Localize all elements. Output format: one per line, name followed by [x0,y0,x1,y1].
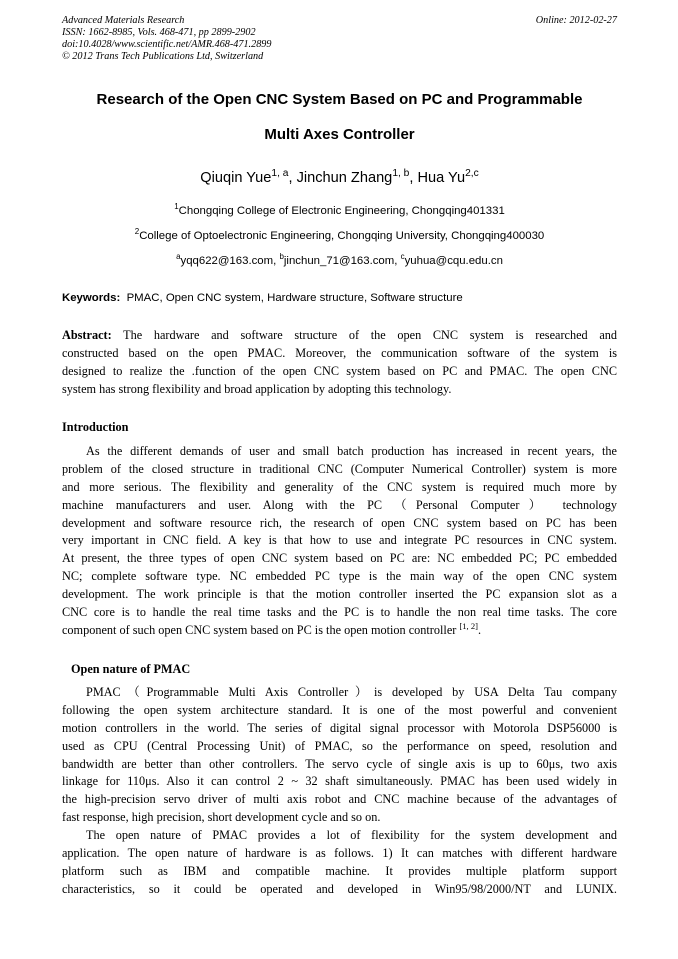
author-sup: 2,c [465,168,479,180]
affiliation-text: Chongqing College of Electronic Engineering, Chongqing401331 [178,205,505,217]
author-name: Jinchun Zhang [296,170,393,186]
affiliation-1 [62,204,617,218]
email-sup: c [400,252,405,262]
paragraph-line: PMAC（Programmable Multi Axis Controller）is developed by USA Delta Tau company [86,685,617,699]
email-sup: a [176,252,181,262]
pmac-paragraph-1 [62,684,617,827]
paragraph-line: following the open system architecture standard. It is one of the most powerful and convenient [62,702,617,717]
paper-title-line-2: Multi Axes Controller [264,126,415,143]
author-name: Hua Yu [417,170,466,186]
paragraph-line: the high-precision servo driver of multi axis robot and CNC machine because of the advantages of [62,792,617,807]
paragraph-line: The open nature of PMAC provides a lot of flexibility for the system development and [86,828,617,842]
affiliation-2 [62,229,617,243]
author-sup: 1, b [392,168,410,180]
author-list [62,169,617,187]
paragraph-line: linkage for 110μs. Also it can control 2 ~ 32 shaft simultaneously. PMAC has been used widely in [62,774,617,789]
journal-copyright: © 2012 Trans Tech Publications Ltd, Switzerland [62,51,264,62]
paragraph-line: problem of the closed structure in traditional CNC (Computer Numerical Controller) system is more [62,461,617,476]
paragraph-line: fast response, high precision, short development cycle and so on. [62,810,381,825]
paragraph-line [62,622,617,640]
section-heading-introduction: Introduction [62,420,129,434]
affiliation-sup: 1 [174,202,179,212]
paragraph-line: characteristics, so it could be operated and developed in Win95/98/2000/NT and LUNIX. [62,881,617,896]
paper-title-line-1: Research of the Open CNC System Based on PC and Programmable [96,91,583,108]
online-date: Online: 2012-02-27 [535,15,617,26]
section-heading-open-nature-of-pmac: Open nature of PMAC [71,662,191,676]
author-separator: , [409,170,418,186]
abstract-line: constructed based on the open PMAC. Moreover, the communication software of the system is [62,345,617,360]
paragraph-line: development. The work principle is that the motion controller inserted the PC expansion slot as a [62,587,617,602]
email-list [62,254,617,268]
keywords-label: Keywords: [62,292,121,304]
author-sup: 1, a [271,168,289,180]
paragraph-line: used as CPU (Central Processing Unit) of PMAC, so the performance on speed, resolution and [62,738,617,753]
email-text: yqq622@163.com [180,255,274,267]
paragraph-line-text: component of such open CNC system based on PC is the open motion controller [62,622,457,637]
abstract-label: Abstract: [62,328,112,342]
journal-issn: ISSN: 1662-8985, Vols. 468-471, pp 2899-2902 [62,27,256,38]
paragraph-line: development and software resource rich, the research of open CNC system based on PC has been [62,515,617,530]
paragraph-line: and more serious. The flexibility and generality of the CNC system is required much more by [62,479,617,494]
paragraph-line: CNC core is to handle the real time tasks and the PC is to handle the non real time tasks. The core [62,605,617,620]
journal-header [62,15,617,63]
sentence-end: . [477,622,482,637]
email-text: jinchun_71@163.com [283,255,395,267]
abstract-line [62,327,617,345]
affiliation-sup: 2 [134,227,140,237]
email-sup: b [279,252,284,262]
introduction-paragraph [62,443,617,640]
affiliation-text: College of Optoelectronic Engineering, Chongqing University, Chongqing400030 [139,230,545,242]
paragraph-line: At present, the three types of open CNC system based on PC are: NC embedded PC; PC embedded [62,551,617,566]
author-name: Qiuqin Yue [200,170,272,186]
journal-doi: doi:10.4028/www.scientific.net/AMR.468-471.2899 [62,39,272,50]
paragraph-line: motion controllers in the world. The series of digital signal processor with Motorola DSP56000 is [62,720,617,735]
paragraph-line: very important in CNC field. A key is that how to use and integrate PC resources in CNC system. [62,533,617,548]
paragraph-line: NC; complete software type. NC embedded PC type is the main way of the open CNC system [62,569,617,584]
email-text: yuhua@cqu.edu.cn [404,255,503,267]
author-separator: , [288,170,297,186]
paragraph-line: application. The open nature of hardware is as follows. 1) It can matches with different hardware [62,845,617,860]
keywords [62,291,617,305]
abstract-line: system has strong flexibility and broad application by adopting this technology. [62,381,452,396]
abstract-line-text: The hardware and software structure of the open CNC system is researched and [123,328,617,342]
abstract-line: designed to realize the .function of the open CNC system based on PC and PMAC. The open CNC [62,363,617,378]
journal-name: Advanced Materials Research [62,15,185,26]
abstract [62,327,617,399]
citation: [1, 2] [459,621,478,631]
pmac-paragraph-2 [62,827,617,899]
email-separator: , [273,255,280,267]
paragraph-line: bandwidth are better than other controllers. The servo cycle of single axis is up to 60μs, two axis [62,756,617,771]
paragraph-line: platform such as IBM and compatible machine. It provides multiple platform support [62,863,617,878]
keywords-text: PMAC, Open CNC system, Hardware structure, Software structure [126,292,463,304]
paragraph-line: machine manufacturers and user. Along with the PC （Personal Computer） technology [62,497,617,512]
email-separator: , [394,255,401,267]
paragraph-line: As the different demands of user and small batch production has increased in recent years, the [86,444,617,458]
